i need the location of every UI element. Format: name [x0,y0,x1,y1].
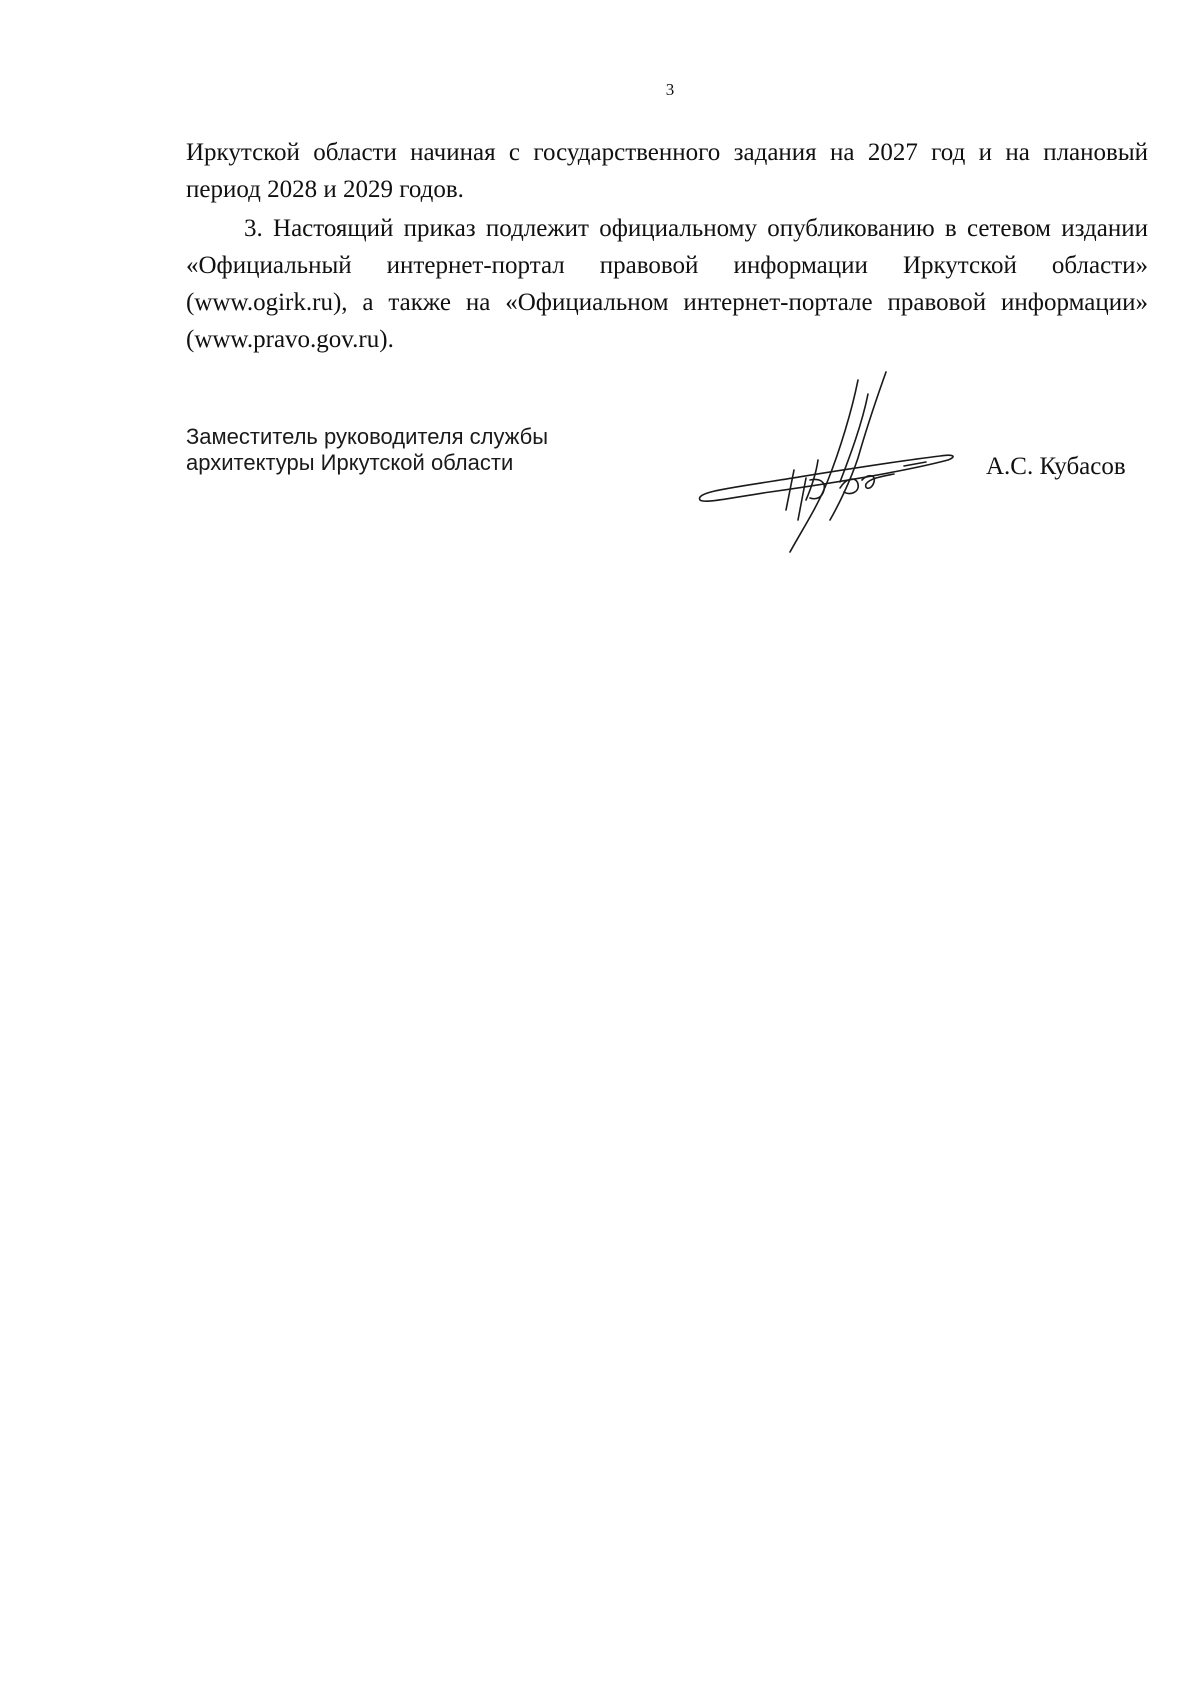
page-number: 3 [665,80,675,99]
paragraph-publication-clause: 3. Настоящий приказ подлежит официальному опубликованию в сетевом издании «Официальный интернет-портал правовой информации Иркутской области» (www.ogirk.ru), а также на «Официальном интернет-портале правовой информации» (www.pravo.gov.ru). [186,215,1148,353]
paragraph-continuation: Иркутской области начиная с государственного задания на 2027 год и на плановый период 2028 и 2029 годов. [186,139,1148,203]
signatory-position-line-2: архитектуры Иркутской области [186,450,514,475]
handwritten-signature-icon [690,370,990,560]
signatory-position-line-1: Заместитель руководителя службы [186,424,549,449]
signatory-name: А.С. Кубасов [986,453,1126,480]
signatory-position [186,424,548,476]
